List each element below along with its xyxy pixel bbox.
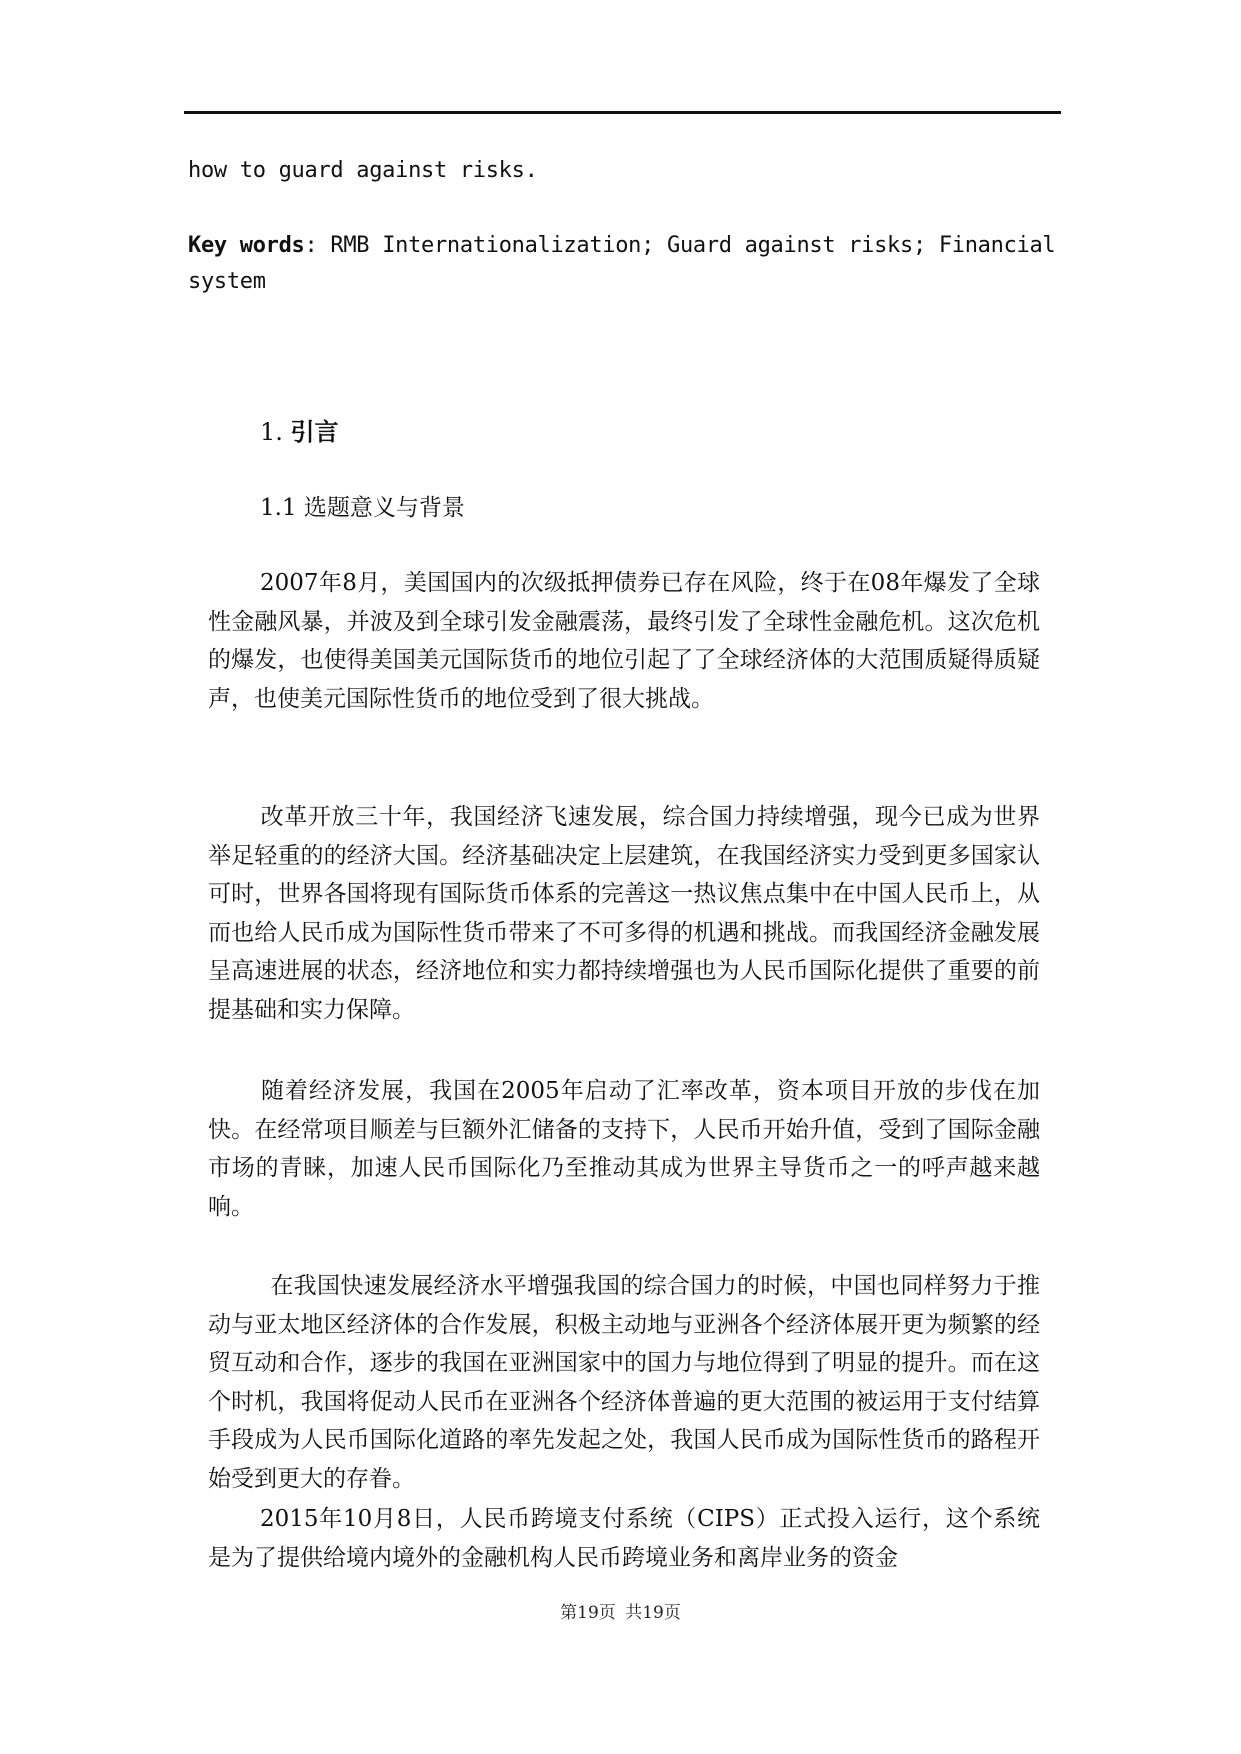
section-number: 1. bbox=[260, 418, 283, 446]
subsection-title: 选题意义与背景 bbox=[303, 495, 465, 521]
paragraph-5 bbox=[208, 1500, 1040, 1577]
paragraph-4 bbox=[208, 1267, 1040, 1498]
subsection-number: 1.1 bbox=[260, 495, 297, 521]
paragraph-text: 随着经济发展，我国在2005年启动了汇率改革，资本项目开放的步伐在加快。在经常项目顺差与巨额外汇储备的支持下，人民币开始升值，受到了国际金融市场的青睐，加速人民币国际化乃至推动其成为世界主导货币之一的呼声越来越响。 bbox=[208, 1078, 1040, 1220]
header-rule bbox=[184, 111, 1061, 114]
keywords-separator: : bbox=[304, 233, 318, 258]
keywords-label: Key words bbox=[188, 233, 305, 258]
paragraph-2 bbox=[208, 798, 1040, 1029]
abstract-tail-text: how to guard against risks. bbox=[188, 158, 538, 183]
paragraph-text: 改革开放三十年，我国经济飞速发展，综合国力持续增强，现今已成为世界举足轻重的的经济大国。经济基础决定上层建筑，在我国经济实力受到更多国家认可时，世界各国将现有国际货币体系的完善这一热议焦点集中在中国人民币上，从而也给人民币成为国际性货币带来了不可多得的机遇和挑战。而我国经济金融发展呈高速进展的状态，经济地位和实力都持续增强也为人民币国际化提供了重要的前提基础和实力保障。 bbox=[208, 804, 1040, 1023]
paragraph-text: 2007年8月，美国国内的次级抵押债券已存在风险，终于在08年爆发了全球性金融风暴，并波及到全球引发金融震荡，最终引发了全球性金融危机。这次危机的爆发，也使得美国美元国际货币的地位引起了了全球经济体的大范围质疑得质疑声，也使美元国际性货币的地位受到了很大挑战。 bbox=[208, 570, 1040, 712]
paragraph-text: 2015年10月8日，人民币跨境支付系统（CIPS）正式投入运行，这个系统是为了提供给境内境外的金融机构人民币跨境业务和离岸业务的资金 bbox=[208, 1506, 1040, 1571]
keywords-line bbox=[188, 228, 1058, 300]
keywords-value: RMB Internationalization; Guard against risks; Financial system bbox=[188, 233, 1056, 294]
page-footer bbox=[0, 1601, 1241, 1625]
paragraph-text: 在我国快速发展经济水平增强我国的综合国力的时候，中国也同样努力于推动与亚太地区经济体的合作发展，积极主动地与亚洲各个经济体展开更为频繁的经贸互动和合作，逐步的我国在亚洲国家中的国力与地位得到了明显的提升。而在这个时机，我国将促动人民币在亚洲各个经济体普遍的更大范围的被运用于支付结算手段成为人民币国际化道路的率先发起之处，我国人民币成为国际性货币的路程开始受到更大的存眷。 bbox=[208, 1273, 1040, 1492]
paragraph-3 bbox=[208, 1072, 1040, 1226]
section-title: 引言 bbox=[290, 418, 339, 446]
page-number: 第19页 bbox=[560, 1603, 616, 1623]
section-heading bbox=[260, 414, 339, 450]
page-total: 共19页 bbox=[625, 1603, 681, 1623]
paragraph-1 bbox=[208, 564, 1040, 718]
subsection-heading bbox=[260, 490, 465, 526]
